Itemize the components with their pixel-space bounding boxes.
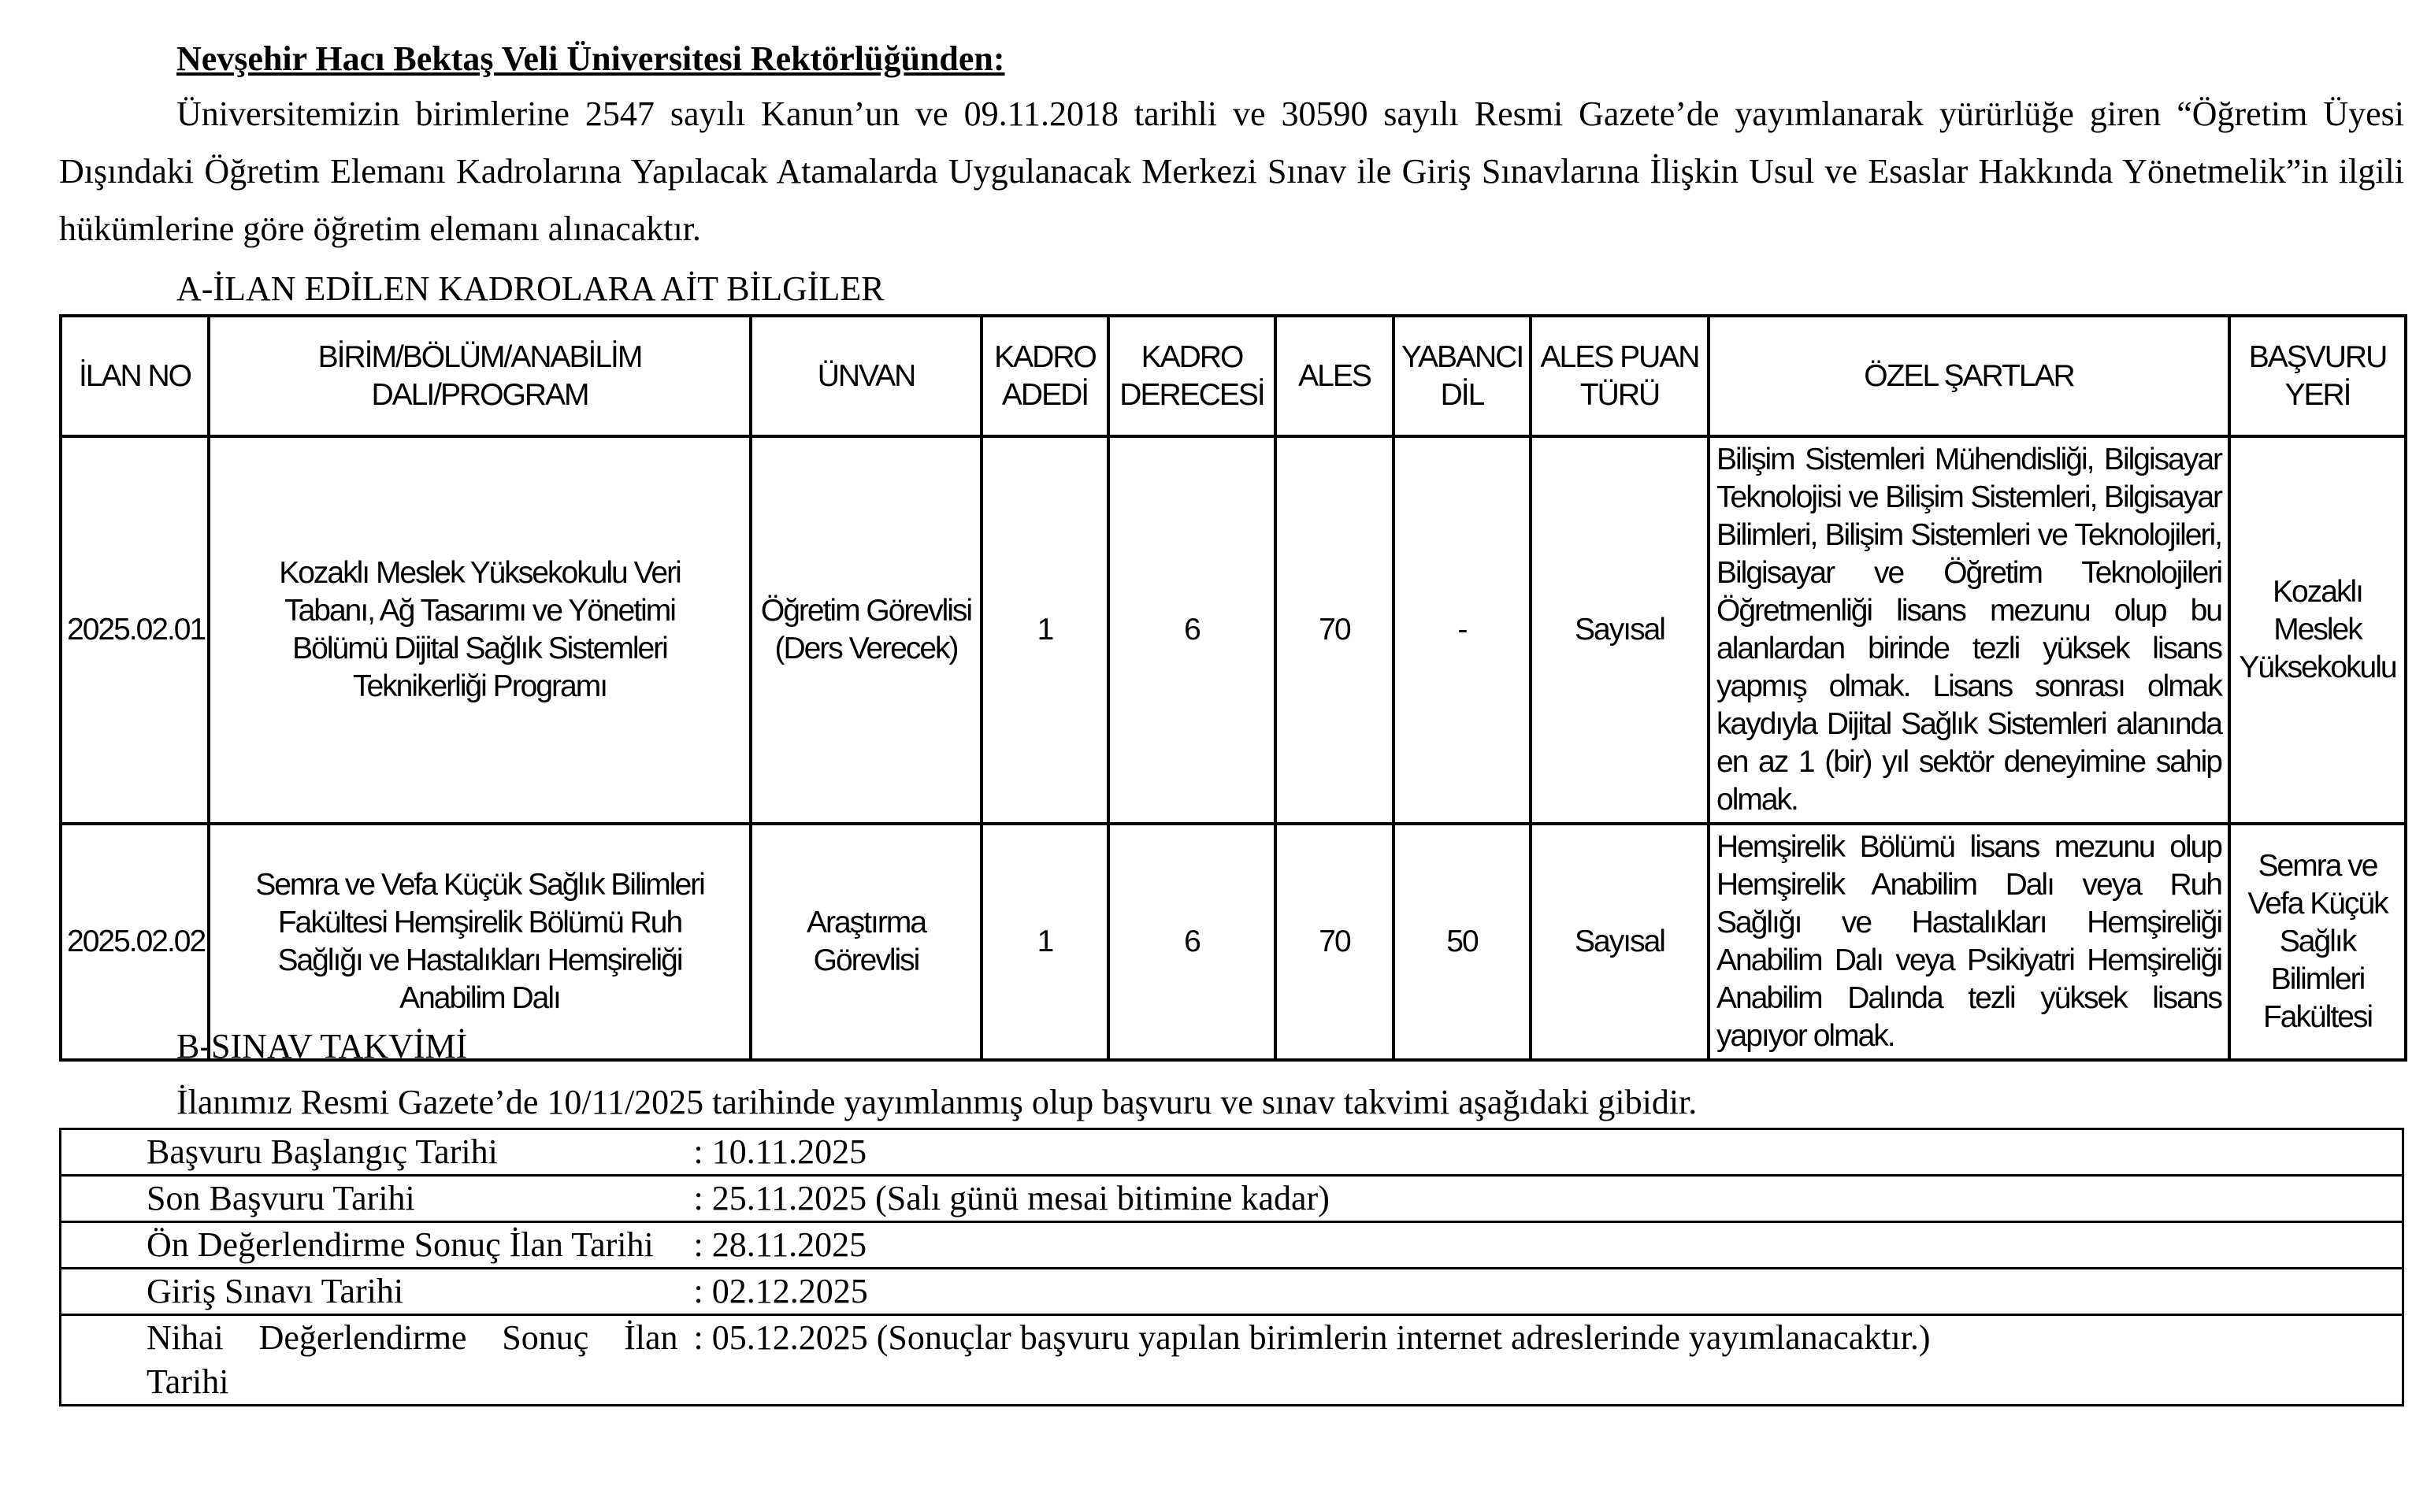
yabanci-dil-cell: 50 [1393,824,1531,1060]
ales-cell: 70 [1275,436,1393,824]
schedule-row [61,1315,2403,1406]
ozel-sartlar-cell: Bilişim Sistemleri Mühendisliği, Bilgisayar Teknolojisi ve Bilişim Sistemleri, Bilgisayar Bilimleri, Bilişim Sistemleri ve Teknolojileri, Bilgisayar ve Öğretim Teknolojileri Öğretmenliği lisans mezunu olup bu alanlardan birinde tezli yüksek lisans yapmış olmak. Lisans sonrası olmak kaydıyla Dijital Sağlık Sistemleri alanında en az 1 (bir) yıl sektör deneyimine sahip olmak. [1709,436,2229,824]
schedule-label: Giriş Sınavı Tarihi [61,1269,678,1315]
schedule-label: Son Başvuru Tarihi [61,1176,678,1222]
header-cell: KADRO DERECESİ [1108,316,1275,436]
section-b-heading: B-SINAV TAKVİMİ [176,1027,468,1065]
birim-cell: Semra ve Vefa Küçük Sağlık Bilimleri Fakültesi Hemşirelik Bölümü Ruh Sağlığı ve Hastalıkları Hemşireliği Anabilim Dalı [209,824,751,1060]
schedule-value: : 28.11.2025 [678,1222,2403,1269]
header-cell: ÖZEL ŞARTLAR [1709,316,2229,436]
ozel-sartlar-cell: Hemşirelik Bölümü lisans mezunu olup Hemşirelik Anabilim Dalı veya Ruh Sağlığı ve Hastalıkları Hemşireliği Anabilim Dalı veya Psikiyatri Hemşireliği Anabilim Dalında tezli yüksek lisans yapıyor olmak. [1709,824,2229,1060]
header-cell: ALES [1275,316,1393,436]
schedule-value: : 25.11.2025 (Salı günü mesai bitimine kadar) [678,1176,2403,1222]
ilan-no-cell: 2025.02.02 [61,824,209,1060]
unvan-cell: Araştırma Görevlisi [751,824,982,1060]
yabanci-dil-cell: - [1393,436,1531,824]
ales-cell: 70 [1275,824,1393,1060]
exam-schedule-table [59,1128,2404,1406]
schedule-label: Ön Değerlendirme Sonuç İlan Tarihi [61,1222,678,1269]
kadro-adedi-cell: 1 [982,824,1108,1060]
kadro-adedi-cell: 1 [982,436,1108,824]
basvuru-yeri-cell: Semra ve Vefa Küçük Sağlık Bilimleri Fakültesi [2229,824,2406,1060]
schedule-row [61,1222,2403,1269]
unvan-cell: Öğretim Görevlisi (Ders Verecek) [751,436,982,824]
schedule-label: Nihai Değerlendirme Sonuç İlan Tarihi [61,1315,678,1406]
header-cell: İLAN NO [61,316,209,436]
schedule-row [61,1129,2403,1176]
schedule-value: : 10.11.2025 [678,1129,2403,1176]
ales-puan-turu-cell: Sayısal [1531,824,1709,1060]
ilan-no-cell: 2025.02.01 [61,436,209,824]
birim-cell: Kozaklı Meslek Yüksekokulu Veri Tabanı, Ağ Tasarımı ve Yönetimi Bölümü Dijital Sağlık Sistemleri Teknikerliği Programı [209,436,751,824]
document-title: Nevşehir Hacı Bektaş Veli Üniversitesi Rektörlüğünden: [176,39,1005,78]
schedule-notice: İlanımız Resmi Gazete’de 10/11/2025 tarihinde yayımlanmış olup başvuru ve sınav takvimi aşağıdaki gibidir. [176,1083,1698,1121]
schedule-value: : 05.12.2025 (Sonuçlar başvuru yapılan birimlerin internet adreslerinde yayımlanacaktır.) [678,1315,2403,1406]
schedule-value: : 02.12.2025 [678,1269,2403,1315]
header-cell: BİRİM/BÖLÜM/ANABİLİM DALI/PROGRAM [209,316,751,436]
schedule-row [61,1269,2403,1315]
schedule-label: Başvuru Başlangıç Tarihi [61,1129,678,1176]
header-cell: ÜNVAN [751,316,982,436]
basvuru-yeri-cell: Kozaklı Meslek Yüksekokulu [2229,436,2406,824]
header-cell: KADRO ADEDİ [982,316,1108,436]
header-cell: YABANCI DİL [1393,316,1531,436]
table-row [61,436,2406,824]
kadro-derecesi-cell: 6 [1108,824,1275,1060]
header-cell: BAŞVURU YERİ [2229,316,2406,436]
positions-table [59,314,2407,1062]
ales-puan-turu-cell: Sayısal [1531,436,1709,824]
section-a-heading: A-İLAN EDİLEN KADROLARA AİT BİLGİLER [176,269,885,308]
table-header-row [61,316,2406,436]
schedule-row [61,1176,2403,1222]
kadro-derecesi-cell: 6 [1108,436,1275,824]
intro-paragraph: Üniversitemizin birimlerine 2547 sayılı Kanun’un ve 09.11.2018 tarihli ve 30590 sayılı Resmi Gazete’de yayımlanarak yürürlüğe giren “Öğretim Üyesi Dışındaki Öğretim Elemanı Kadrolarına Yapılacak Atamalarda Uygulanacak Merkezi Sınav ile Giriş Sınavlarına İlişkin Usul ve Esaslar Hakkında Yönetmelik”in ilgili hükümlerine göre öğretim elemanı alınacaktır. [59,94,2404,248]
header-cell: ALES PUAN TÜRÜ [1531,316,1709,436]
